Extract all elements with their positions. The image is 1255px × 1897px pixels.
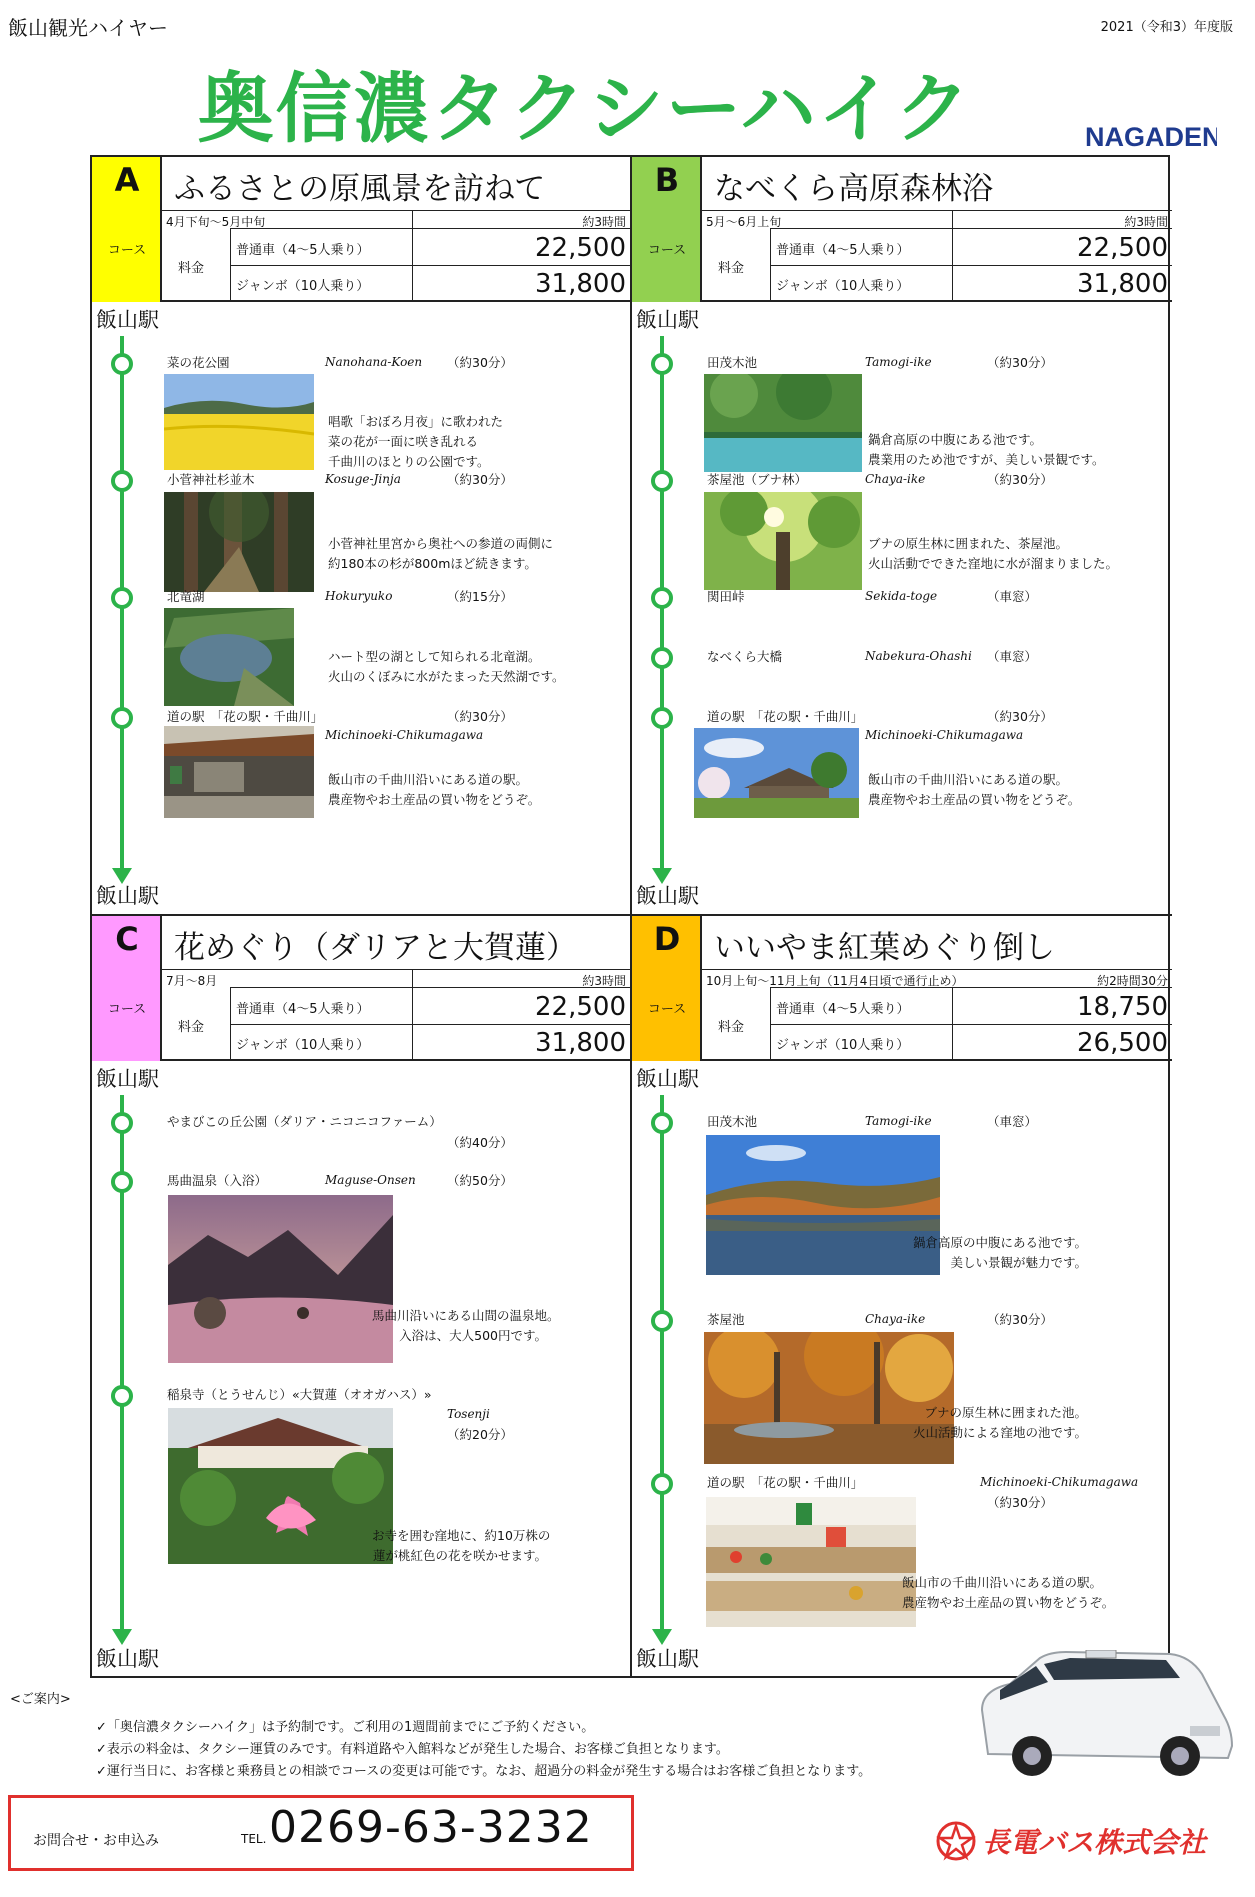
stop-marker (651, 587, 673, 609)
market-interior-photo (706, 1497, 916, 1627)
stop-duration: （約30分） (987, 355, 1053, 370)
course-b-letter: B (654, 161, 680, 199)
course-label: コース (107, 243, 147, 258)
guide-line: ✓表示の料金は、タクシー運賃のみです。有料道路や入館料などが発生した場合、お客様ご負担となります。 (96, 1742, 729, 1757)
arrival-station: 飯山駅 (96, 884, 159, 908)
stop-name: 関田峠 (707, 589, 745, 604)
stop-marker (651, 1310, 673, 1332)
edition-year: 2021（令和3）年度版 (1100, 20, 1233, 35)
taxi-van-image (970, 1650, 1238, 1782)
stop-name: 茶屋池 (707, 1312, 745, 1327)
stop-name: 道の駅 「花の駅・千曲川」 (707, 1475, 864, 1490)
stop-duration: （約40分） (447, 1135, 513, 1150)
course-d-panel (632, 916, 1172, 1678)
course-c-letter-box (92, 916, 162, 1061)
stop-marker (651, 647, 673, 669)
stop-description: 唱歌「おぼろ月夜」に歌われた 菜の花が一面に咲き乱れる 千曲川のほとりの公園です。 (328, 414, 504, 469)
course-d-season: 10月上旬～11月上旬（11月4日頃で通行止め） (706, 974, 964, 988)
stop-marker (111, 353, 133, 375)
contact-box (8, 1795, 634, 1871)
stop-description: ブナの原生林に囲まれた池。 火山活動による窪地の池です。 (912, 1405, 1087, 1440)
stop-duration: （約30分） (987, 472, 1053, 487)
stop-roman: Maguse-Onsen (325, 1173, 416, 1187)
stop-name: 道の駅 「花の駅・千曲川」 (707, 709, 864, 724)
course-a-letter-box (92, 157, 162, 302)
course-a-route (92, 302, 630, 914)
course-b-panel (632, 157, 1172, 916)
departure-station: 飯山駅 (96, 308, 159, 332)
stop-marker (111, 1171, 133, 1193)
guide-title: <ご案内> (10, 1692, 71, 1707)
course-c-season: 7月～8月 (166, 974, 218, 988)
course-b-duration: 約3時間 (1124, 215, 1168, 229)
roadside-station-photo (164, 726, 314, 818)
car-jumbo-label: ジャンボ（10人乗り） (776, 279, 910, 294)
stop-marker (111, 587, 133, 609)
stop-marker (111, 470, 133, 492)
course-d-title: いいやま紅葉めぐり倒し (714, 930, 1055, 966)
stop-duration: （車窓） (987, 649, 1038, 664)
course-c-panel (92, 916, 632, 1678)
company-name: 長電バス株式会社 (982, 1826, 1207, 1859)
departure-station: 飯山駅 (636, 308, 699, 332)
stop-description: 飯山市の千曲川沿いにある道の駅。 農産物やお土産品の買い物をどうぞ。 (868, 772, 1081, 807)
arrival-station: 飯山駅 (96, 1647, 159, 1671)
course-a-panel (92, 157, 632, 916)
cedar-avenue-photo (164, 492, 314, 592)
stop-roman: Sekida-toge (865, 589, 938, 603)
stop-description: 鍋倉高原の中腹にある池です。 農業用のため池ですが、美しい景観です。 (868, 432, 1105, 467)
course-d-route (632, 1061, 1172, 1677)
course-a-season: 4月下旬～5月中旬 (166, 215, 266, 229)
company-name-header: 飯山観光ハイヤー (8, 16, 168, 40)
stop-roman: Kosuge-Jinja (325, 472, 401, 486)
page-title: 奥信濃タクシーハイク (197, 64, 973, 153)
stop-name: 北竜湖 (167, 589, 205, 604)
stop-marker (111, 1112, 133, 1134)
stop-description: 飯山市の千曲川沿いにある道の駅。 農産物やお土産品の買い物をどうぞ。 (328, 772, 541, 807)
car-regular-label: 普通車（4～5人乗り） (776, 243, 910, 258)
heart-lake-photo (164, 608, 294, 706)
stop-marker (651, 1473, 673, 1495)
stop-duration: （約30分） (447, 472, 513, 487)
stop-name: 田茂木池 (707, 355, 758, 370)
course-b-route (632, 302, 1172, 914)
stop-description: 小菅神社里宮から奥社への参道の両側に 約180本の杉が800mほど続きます。 (328, 536, 554, 571)
stop-name: 道の駅 「花の駅・千曲川」 (167, 709, 324, 724)
stop-marker (111, 1385, 133, 1407)
stop-roman: Michinoeki-Chikumagawa (865, 728, 1024, 742)
course-d-letter-box (632, 916, 702, 1061)
course-a-price-jumbo: 31,800 (535, 269, 626, 299)
course-label: コース (647, 1002, 687, 1017)
car-regular-label: 普通車（4～5人乗り） (236, 1002, 370, 1017)
stop-duration: （車窓） (987, 1114, 1038, 1129)
stop-roman: Michinoeki-Chikumagawa (325, 728, 484, 742)
course-c-letter: C (115, 920, 139, 958)
stop-roman: Tamogi-ike (865, 1114, 932, 1128)
course-c-route (92, 1061, 630, 1677)
course-d-header (632, 916, 1172, 1061)
course-a-header (92, 157, 630, 302)
stop-duration: （約50分） (447, 1173, 513, 1188)
departure-station: 飯山駅 (636, 1067, 699, 1091)
contact-label: お問合せ・お申込み (33, 1833, 159, 1849)
route-line (660, 1095, 664, 1635)
stop-marker (651, 353, 673, 375)
arrival-station: 飯山駅 (636, 1647, 699, 1671)
hot-spring-photo (168, 1195, 393, 1363)
stop-duration: （約30分） (987, 1312, 1053, 1327)
course-b-letter-box (632, 157, 702, 302)
course-label: コース (647, 243, 687, 258)
course-d-duration: 約2時間30分 (1097, 974, 1168, 988)
stop-description: 飯山市の千曲川沿いにある道の駅。 農産物やお土産品の買い物をどうぞ。 (902, 1575, 1115, 1610)
stop-name: 稲泉寺（とうせんじ）«大賀蓮（オオガハス）» (167, 1387, 432, 1402)
stop-duration: （約15分） (447, 589, 513, 604)
car-regular-label: 普通車（4～5人乗り） (776, 1002, 910, 1017)
stop-duration: （約30分） (987, 1495, 1053, 1510)
course-b-season: 5月～6月上旬 (706, 215, 782, 229)
fare-label: 料金 (718, 1020, 745, 1035)
stop-roman: Tosenji (447, 1407, 490, 1421)
stop-roman: Chaya-ike (865, 472, 926, 486)
stop-description: ハート型の湖として知られる北竜湖。 火山のくぼみに水がたまった天然湖です。 (328, 649, 565, 684)
fare-label: 料金 (178, 1020, 205, 1035)
fare-label: 料金 (718, 261, 745, 276)
rapeseed-field-photo (164, 374, 314, 470)
lotus-flower-photo (168, 1408, 393, 1564)
course-c-price-regular: 22,500 (535, 992, 626, 1022)
car-jumbo-label: ジャンボ（10人乗り） (236, 1038, 370, 1053)
tel-label: TEL. (241, 1832, 267, 1846)
stop-duration: （約30分） (447, 709, 513, 724)
nagaden-logo-text: NAGADEN (1085, 122, 1217, 152)
course-grid (90, 155, 1170, 1678)
stop-description: お寺を囲む窪地に、約10万株の 蓮が桃紅色の花を咲かせます。 (372, 1528, 551, 1563)
station-building-photo (694, 728, 859, 818)
course-b-title: なべくら高原森林浴 (714, 171, 993, 207)
stop-name: 田茂木池 (707, 1114, 758, 1129)
course-c-duration: 約3時間 (582, 974, 626, 988)
autumn-forest-photo (704, 1332, 954, 1464)
beech-forest-photo (704, 492, 862, 590)
course-b-header (632, 157, 1172, 302)
course-a-title: ふるさとの原風景を訪ねて (174, 171, 546, 207)
nagaden-bus-logo (934, 1816, 1234, 1866)
stop-description: 鍋倉高原の中腹にある池です。 美しい景観が魅力です。 (912, 1235, 1087, 1270)
stop-name: なべくら大橋 (707, 649, 783, 664)
course-c-title: 花めぐり（ダリアと大賀蓮） (174, 930, 577, 966)
stop-name: 小菅神社杉並木 (167, 472, 255, 487)
course-label: コース (107, 1002, 147, 1017)
course-b-price-regular: 22,500 (1077, 233, 1168, 263)
guide-line: ✓運行当日に、お客様と乗務員との相談でコースの変更は可能です。なお、超過分の料金が発生する場合はお客様ご負担となります。 (96, 1764, 872, 1779)
fare-label: 料金 (178, 261, 205, 276)
stop-name: やまびこの丘公園（ダリア・ニコニコファーム） (167, 1114, 442, 1129)
course-a-letter: A (114, 161, 140, 199)
stop-duration: （約20分） (447, 1427, 513, 1442)
phone-number[interactable]: 0269-63-3232 (269, 1802, 593, 1853)
car-regular-label: 普通車（4～5人乗り） (236, 243, 370, 258)
course-d-price-regular: 18,750 (1077, 992, 1168, 1022)
course-b-price-jumbo: 31,800 (1077, 269, 1168, 299)
stop-roman: Hokuryuko (325, 589, 393, 603)
stop-marker (111, 707, 133, 729)
stop-name: 馬曲温泉（入浴） (167, 1173, 268, 1188)
stop-duration: （車窓） (987, 589, 1038, 604)
course-c-price-jumbo: 31,800 (535, 1028, 626, 1058)
nagaden-logo (1085, 118, 1217, 154)
stop-name: 茶屋池（ブナ林） (707, 472, 808, 487)
departure-station: 飯山駅 (96, 1067, 159, 1091)
guide-line: ✓「奥信濃タクシーハイク」は予約制です。ご利用の1週間前までにご予約ください。 (96, 1720, 595, 1735)
stop-roman: Michinoeki-Chikumagawa (980, 1475, 1139, 1489)
course-d-price-jumbo: 26,500 (1077, 1028, 1168, 1058)
car-jumbo-label: ジャンボ（10人乗り） (236, 279, 370, 294)
stop-duration: （約30分） (987, 709, 1053, 724)
stop-description: ブナの原生林に囲まれた、茶屋池。 火山活動でできた窪地に水が溜まりました。 (868, 536, 1119, 571)
stop-name: 菜の花公園 (167, 355, 230, 370)
stop-roman: Chaya-ike (865, 1312, 926, 1326)
stop-roman: Nanohana-Koen (325, 355, 423, 369)
car-jumbo-label: ジャンボ（10人乗り） (776, 1038, 910, 1053)
course-a-price-regular: 22,500 (535, 233, 626, 263)
stop-roman: Nabekura-Ohashi (865, 649, 972, 663)
stop-marker (651, 470, 673, 492)
stop-marker (651, 1112, 673, 1134)
stop-duration: （約30分） (447, 355, 513, 370)
arrival-station: 飯山駅 (636, 884, 699, 908)
course-d-letter: D (653, 920, 681, 958)
stop-roman: Tamogi-ike (865, 355, 932, 369)
course-c-header (92, 916, 630, 1061)
forest-pond-photo (704, 374, 862, 472)
stop-marker (651, 707, 673, 729)
course-a-duration: 約3時間 (582, 215, 626, 229)
stop-description: 馬曲川沿いにある山間の温泉地。 入浴は、大人500円です。 (372, 1308, 560, 1343)
